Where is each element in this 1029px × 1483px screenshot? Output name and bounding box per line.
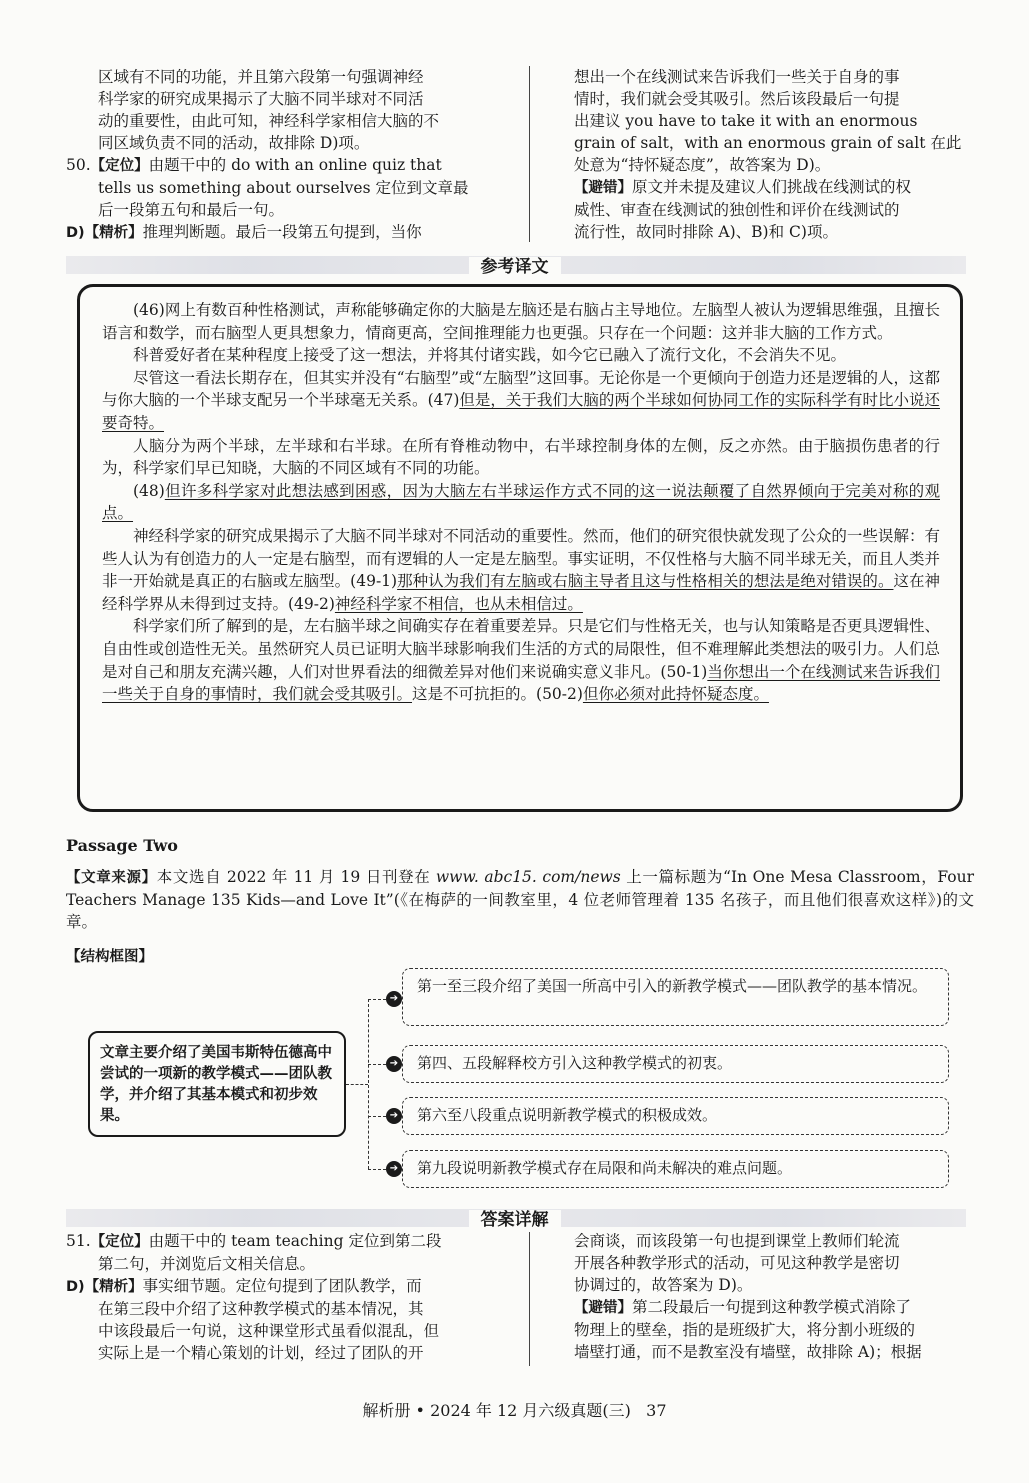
answers-right-line: 会商谈，而该段第一句也提到课堂上教师们轮流 xyxy=(574,1232,900,1250)
structure-heading: 【结构框图】 xyxy=(66,949,153,965)
tag-location: 【定位】 xyxy=(90,158,149,174)
translation-para-7 xyxy=(102,615,940,705)
translation-para-5 xyxy=(102,480,940,525)
tag-error: 【避错】 xyxy=(574,1300,632,1316)
error-avoidance xyxy=(574,1296,974,1319)
underlined-sentence: 但是，关于我们大脑的两个半球如何协同工作的实际科学有时比小说还要奇特。 xyxy=(102,391,940,432)
structure-node-1: 第一至三段介绍了美国一所高中引入的新教学模式——团队教学的基本情况。 xyxy=(402,968,949,1026)
connector-line xyxy=(368,1116,386,1117)
column-divider xyxy=(529,1232,530,1366)
answers-right-line: 墙壁打通，而不是教室没有墙壁，故排除 A)；根据 xyxy=(574,1343,922,1361)
structure-main-box: 文章主要介绍了美国韦斯特伍德高中尝试的一项新的教学模式——团队教学，并介绍了其基本模式和初步效果。 xyxy=(88,1031,346,1137)
q50-location xyxy=(66,154,516,177)
top-right-line: 处意为“持怀疑态度”，故答案为 D)。 xyxy=(574,156,831,174)
q50-analysis-text: 推理判断题。最后一段第五句提到，当你 xyxy=(142,223,422,241)
answers-heading-text: 答案详解 xyxy=(469,1210,561,1230)
answers-left-column xyxy=(66,1230,516,1364)
structure-node-3: 第六至八段重点说明新教学模式的积极成效。 xyxy=(402,1097,949,1135)
source-text: 上一篇标题为“In One Mesa Classroom，Four Teachers Manage 135 Kids—and Love It”(《在梅萨的一间教室里，4 位老师管理着 135 名孩子，而且他们很喜欢这样》)的文章。 xyxy=(66,868,974,931)
tag-error: 【避错】 xyxy=(574,180,632,196)
text-span: 尽管这一看法长期存在，但其实并没有“右脑型”或“左脑型”这回事。无论你是一个更倾向于创造力还是逻辑的人，这都与你大脑的一个半球支配另一个半球毫无关系。(47) xyxy=(102,368,940,410)
translation-para-2: 科普爱好者在某种程度上接受了这一想法，并将其付诸实践，如今它已融入了流行文化，不会消失不见。 xyxy=(133,346,847,365)
translation-para-3 xyxy=(102,367,940,435)
error-text: 原文并未提及建议人们挑战在线测试的权 xyxy=(632,178,912,196)
answer-letter: D) xyxy=(66,1279,85,1295)
arrow-icon: ➔ xyxy=(386,991,402,1007)
answer-letter: D) xyxy=(66,225,85,241)
top-left-line: 科学家的研究成果揭示了大脑不同半球对不同活 xyxy=(98,90,424,108)
q50-analysis xyxy=(66,221,516,244)
underlined-sentence: 但你必须对此持怀疑态度。 xyxy=(582,685,769,704)
translation-heading xyxy=(0,252,1029,277)
translation-para-4: 人脑分为两个半球，左半球和右半球。在所有脊椎动物中，右半球控制身体的左侧，反之亦然。由于脑损伤患者的行为，科学家们早已知晓，大脑的不同区域有不同的功能。 xyxy=(102,436,940,478)
top-right-line: 想出一个在线测试来告诉我们一些关于自身的事 xyxy=(574,68,900,86)
q50-location-line: tells us something about ourselves 定位到文章最 xyxy=(98,179,469,197)
q50-location-text: 由题干中的 do with an online quiz that xyxy=(148,156,442,174)
underlined-sentence: 神经科学家不相信，也从未相信过。 xyxy=(334,594,583,613)
translation-box xyxy=(77,284,963,812)
answers-right-line: 物理上的壁垒，指的是班级扩大，将分割小班级的 xyxy=(574,1321,916,1339)
top-right-line: grain of salt，with an enormous grain of salt 在此 xyxy=(574,134,962,152)
connector-line xyxy=(368,999,369,1169)
tag-source: 【文章来源】 xyxy=(66,870,157,886)
error-avoidance xyxy=(574,176,974,199)
tag-location: 【定位】 xyxy=(90,1234,149,1250)
footer-text: 解析册 • 2024 年 12 月六级真题(三) xyxy=(362,1401,631,1420)
q51-analysis-line: 在第三段中介绍了这种教学模式的基本情况，其 xyxy=(98,1300,424,1318)
page-number: 37 xyxy=(646,1401,667,1420)
translation-para-6 xyxy=(102,525,940,615)
text-span: 科学家们所了解到的是，左右脑半球之间确实存在着重要差异。只是它们与性格无关，也与认知策略是否更具逻辑性、自由性或创造性无关。虽然研究人员已证明大脑半球影响我们生活的方式的局限性，但不难理解此类想法的吸引力。人们总是对自己和朋友充满兴趣，人们对世界看法的细微差异对他们来说确实意义非凡。(50-1) xyxy=(102,617,940,681)
q51-location xyxy=(66,1230,516,1253)
top-left-line: 区域有不同的功能，并且第六段第一句强调神经 xyxy=(98,68,424,86)
underlined-sentence: 那种认为我们有左脑或右脑主导者且这与性格相关的想法是绝对错误的。 xyxy=(397,572,894,591)
q51-location-line: 第二句，并浏览后文相关信息。 xyxy=(98,1255,316,1273)
q51-analysis-line: 实际上是一个精心策划的计划，经过了团队的开 xyxy=(98,1344,424,1362)
translation-para-1: (46)网上有数百种性格测试，声称能够确定你的大脑是左脑还是右脑占主导地位。左脑型人被认为逻辑思维强，且擅长语言和数学，而右脑型人更具想象力，情商更高，空间推理能力也更强。只存在一个问题：这并非大脑的工作方式。 xyxy=(102,301,940,342)
underlined-sentence: 但许多科学家对此想法感到困惑，因为大脑左右半球运作方式不同的这一说法颠覆了自然界倾向于完美对称的观点。 xyxy=(102,481,940,523)
top-right-line: 出建议 you have to take it with an enormous xyxy=(574,112,918,130)
q51-analysis-text: 事实细节题。定位句提到了团队教学，而 xyxy=(142,1277,422,1295)
answers-right-column xyxy=(574,1230,974,1363)
q51-analysis xyxy=(66,1275,516,1298)
question-number: 50. xyxy=(66,156,91,174)
passage-source xyxy=(66,866,974,933)
top-left-line: 同区域负责不同的活动，故排除 D)项。 xyxy=(98,134,370,152)
arrow-icon: ➔ xyxy=(386,1108,402,1124)
q50-location-line: 后一段第五句和最后一句。 xyxy=(98,201,285,219)
text-span: 这在神经科学界从未得到过支持。(49-2) xyxy=(102,572,940,613)
structure-node-2: 第四、五段解释校方引入这种教学模式的初衷。 xyxy=(402,1045,949,1083)
translation-heading-text: 参考译文 xyxy=(469,257,561,277)
top-right-line: 流行性，故同时排除 A)、B)和 C)项。 xyxy=(574,223,838,241)
source-text: 本文选自 2022 年 11 月 19 日刊登在 xyxy=(156,868,436,886)
passage-title: Passage Two xyxy=(66,836,178,855)
connector-line xyxy=(368,1064,386,1065)
source-url: www. abc15. com/news xyxy=(435,868,621,886)
q51-analysis-line: 中该段最后一句说，这种课堂形式虽看似混乱，但 xyxy=(98,1322,440,1340)
text-span: (48) xyxy=(133,481,165,500)
top-right-line: 情时，我们就会受其吸引。然后该段最后一句提 xyxy=(574,90,900,108)
arrow-icon: ➔ xyxy=(386,1056,402,1072)
top-left-column xyxy=(66,66,516,244)
page-footer xyxy=(0,1398,1029,1421)
connector-line xyxy=(368,999,386,1000)
arrow-icon: ➔ xyxy=(386,1161,402,1177)
connector-line xyxy=(368,1169,386,1170)
top-right-line: 威性、审查在线测试的独创性和评价在线测试的 xyxy=(574,201,900,219)
q51-location-text: 由题干中的 team teaching 定位到第二段 xyxy=(148,1232,442,1250)
answers-heading xyxy=(0,1205,1029,1230)
tag-analysis: 【精析】 xyxy=(84,225,143,241)
underlined-sentence: 当你想出一个在线测试来告诉我们一些关于自身的事情时，我们就会受其吸引。 xyxy=(102,662,940,704)
text-span: 神经科学家的研究成果揭示了大脑不同半球对不同活动的重要性。然而，他们的研究很快就发现了公众的一些误解：有些人认为有创造力的人一定是右脑型，而有逻辑的人一定是左脑型。事实证明，不仅性格与大脑不同半球无关，而且人类并非一开始就是真正的右脑或左脑型。(49-1) xyxy=(102,526,940,591)
question-number: 51. xyxy=(66,1232,91,1250)
column-divider xyxy=(529,66,530,242)
top-right-column xyxy=(574,66,974,243)
top-left-line: 动的重要性，由此可知，神经科学家相信大脑的不 xyxy=(98,112,440,130)
text-span: 这是不可抗拒的。(50-2) xyxy=(412,685,583,704)
connector-line xyxy=(346,1084,368,1085)
error-text: 第二段最后一句提到这种教学模式消除了 xyxy=(632,1298,912,1316)
structure-node-4: 第九段说明新教学模式存在局限和尚未解决的难点问题。 xyxy=(402,1150,949,1188)
tag-analysis: 【精析】 xyxy=(84,1279,143,1295)
answers-right-line: 协调过的，故答案为 D)。 xyxy=(574,1276,753,1294)
answers-right-line: 开展各种教学形式的活动，可见这种教学是密切 xyxy=(574,1254,900,1272)
